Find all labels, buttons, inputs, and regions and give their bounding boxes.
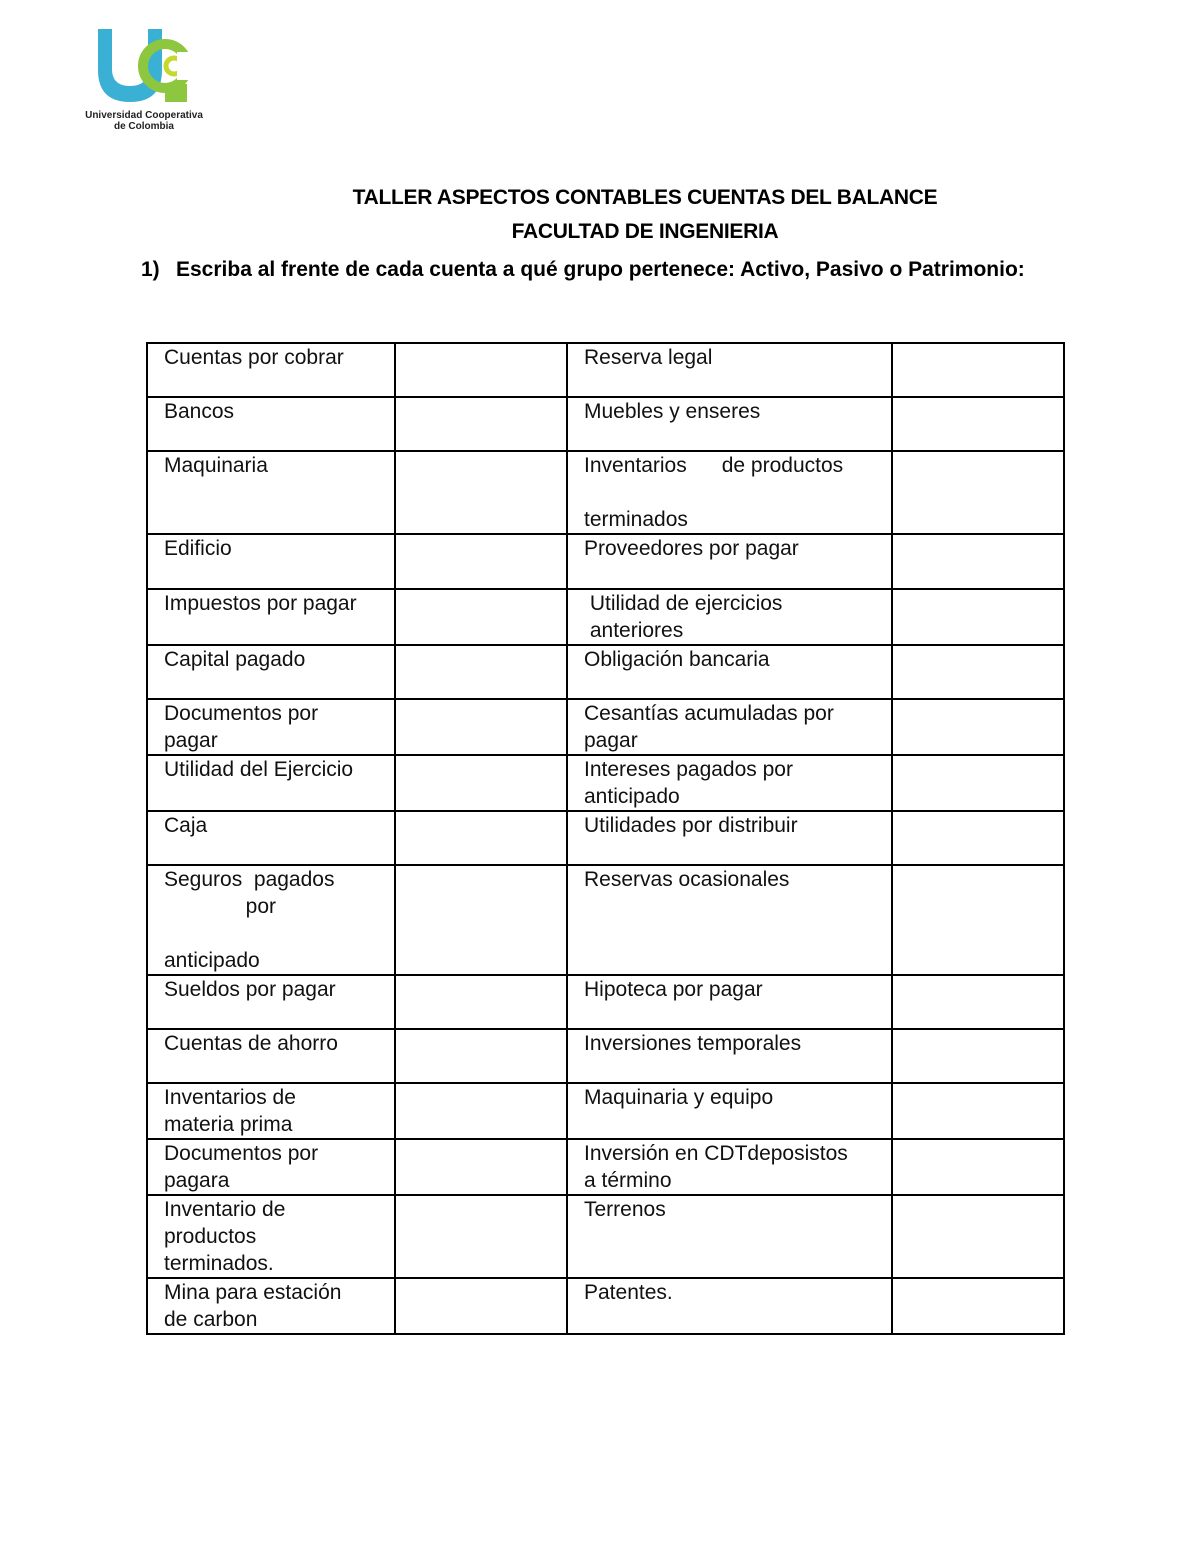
account-cell-left: [147, 755, 395, 811]
logo-text: [82, 110, 206, 132]
answer-cell-left[interactable]: [395, 1139, 567, 1195]
account-name-line: Capital pagado: [164, 648, 306, 671]
answer-cell-left[interactable]: [395, 343, 567, 397]
account-cell-left: [147, 699, 395, 755]
account-name-line: Documentos por: [164, 1142, 319, 1165]
account-cell-left: [147, 1139, 395, 1195]
answer-cell-right[interactable]: [892, 1029, 1064, 1083]
table-row: [147, 699, 1064, 755]
account-cell-right: [567, 811, 892, 865]
answer-cell-left[interactable]: [395, 534, 567, 589]
account-name-line: terminados.: [164, 1252, 274, 1275]
answer-cell-left[interactable]: [395, 811, 567, 865]
account-cell-left: [147, 811, 395, 865]
logo-u-letter: [98, 29, 162, 102]
answer-cell-left[interactable]: [395, 397, 567, 451]
account-name-line: Bancos: [164, 400, 235, 423]
account-name-line: Sueldos por pagar: [164, 978, 336, 1001]
answer-cell-left[interactable]: [395, 1083, 567, 1139]
account-cell-left: [147, 451, 395, 534]
account-cell-right: [567, 975, 892, 1029]
account-cell-left: [147, 1083, 395, 1139]
account-cell-right: [567, 645, 892, 699]
answer-cell-right[interactable]: [892, 343, 1064, 397]
answer-cell-right[interactable]: [892, 975, 1064, 1029]
account-cell-left: [147, 645, 395, 699]
account-cell-left: [147, 534, 395, 589]
account-cell-left: [147, 343, 395, 397]
account-name-line: anticipado: [164, 949, 260, 972]
table-row: [147, 1278, 1064, 1334]
answer-cell-left[interactable]: [395, 1278, 567, 1334]
account-name-line: Utilidad de ejercicios: [584, 592, 783, 615]
account-name-line: Inventarios de productos: [584, 454, 844, 477]
account-cell-left: [147, 1029, 395, 1083]
account-name-line: Proveedores por pagar: [584, 537, 799, 560]
answer-cell-right[interactable]: [892, 865, 1064, 975]
table-row: [147, 1139, 1064, 1195]
account-name-line: por: [164, 895, 277, 918]
account-cell-right: [567, 589, 892, 645]
account-cell-left: [147, 865, 395, 975]
account-name-line: Intereses pagados por: [584, 758, 793, 781]
account-name-line: Patentes.: [584, 1281, 673, 1304]
account-cell-right: [567, 1029, 892, 1083]
account-name-line: Cuentas de ahorro: [164, 1032, 338, 1055]
answer-cell-left[interactable]: [395, 975, 567, 1029]
account-name-line: Utilidad del Ejercicio: [164, 758, 354, 781]
answer-cell-left[interactable]: [395, 589, 567, 645]
account-name-line: Cesantías acumuladas por: [584, 702, 834, 725]
answer-cell-right[interactable]: [892, 1139, 1064, 1195]
account-name-line: Edificio: [164, 537, 232, 560]
logo-bar: [165, 84, 187, 102]
account-name-line: pagara: [164, 1169, 230, 1192]
account-cell-right: [567, 1083, 892, 1139]
account-cell-right: [567, 397, 892, 451]
account-cell-left: [147, 1195, 395, 1278]
account-cell-right: [567, 1278, 892, 1334]
account-cell-right: [567, 699, 892, 755]
account-name-line: productos: [164, 1225, 257, 1248]
account-cell-left: [147, 589, 395, 645]
account-name-line: Obligación bancaria: [584, 648, 770, 671]
account-cell-left: [147, 397, 395, 451]
account-name-line: Muebles y enseres: [584, 400, 761, 423]
answer-cell-left[interactable]: [395, 1029, 567, 1083]
account-name-line: Inversión en CDTdeposistos: [584, 1142, 848, 1165]
table-row: [147, 755, 1064, 811]
answer-cell-right[interactable]: [892, 589, 1064, 645]
account-name-line: Inversiones temporales: [584, 1032, 802, 1055]
answer-cell-right[interactable]: [892, 534, 1064, 589]
account-name-line: Reserva legal: [584, 346, 713, 369]
account-name-line: Hipoteca por pagar: [584, 978, 763, 1001]
answer-cell-left[interactable]: [395, 755, 567, 811]
account-name-line: Documentos por: [164, 702, 319, 725]
account-cell-right: [567, 451, 892, 534]
account-name-line: Utilidades por distribuir: [584, 814, 798, 837]
account-cell-right: [567, 755, 892, 811]
account-cell-right: [567, 343, 892, 397]
answer-cell-right[interactable]: [892, 699, 1064, 755]
table-row: [147, 975, 1064, 1029]
account-name-line: Maquinaria: [164, 454, 268, 477]
table-row: [147, 1029, 1064, 1083]
table-row: [147, 645, 1064, 699]
answer-cell-left[interactable]: [395, 699, 567, 755]
accounts-table: [146, 342, 1065, 1335]
answer-cell-right[interactable]: [892, 1278, 1064, 1334]
account-name-line: Inventarios de: [164, 1086, 296, 1109]
account-cell-left: [147, 975, 395, 1029]
answer-cell-right[interactable]: [892, 811, 1064, 865]
account-cell-left: [147, 1278, 395, 1334]
account-name-line: [584, 479, 891, 506]
account-cell-right: [567, 1139, 892, 1195]
answer-cell-left[interactable]: [395, 451, 567, 534]
account-name-line: anteriores: [584, 619, 684, 642]
answer-cell-right[interactable]: [892, 1083, 1064, 1139]
table-row: [147, 811, 1064, 865]
account-cell-right: [567, 1195, 892, 1278]
answer-cell-left[interactable]: [395, 1195, 567, 1278]
account-name-line: terminados: [584, 508, 688, 531]
logo-text-line2: de Colombia: [113, 121, 174, 132]
account-cell-right: [567, 865, 892, 975]
answer-cell-right[interactable]: [892, 755, 1064, 811]
account-name-line: pagar: [164, 729, 218, 752]
account-name-line: Cuentas por cobrar: [164, 346, 344, 369]
account-name-line: materia prima: [164, 1113, 293, 1136]
answer-cell-right[interactable]: [892, 1195, 1064, 1278]
account-name-line: Reservas ocasionales: [584, 868, 790, 891]
page-title: TALLER ASPECTOS CONTABLES CUENTAS DEL BALANCE: [352, 186, 938, 209]
table-row: [147, 1195, 1064, 1278]
account-name-line: Terrenos: [584, 1198, 666, 1221]
table-row: [147, 451, 1064, 534]
answer-cell-right[interactable]: [892, 397, 1064, 451]
table-row: [147, 1083, 1064, 1139]
account-name-line: Mina para estación: [164, 1281, 342, 1304]
account-name-line: Maquinaria y equipo: [584, 1086, 774, 1109]
table-row: [147, 865, 1064, 975]
answer-cell-right[interactable]: [892, 451, 1064, 534]
account-name-line: Impuestos por pagar: [164, 592, 357, 615]
account-name-line: a término: [584, 1169, 672, 1192]
account-name-line: Caja: [164, 814, 208, 837]
answer-cell-right[interactable]: [892, 645, 1064, 699]
table-row: [147, 589, 1064, 645]
account-name-line: [164, 920, 394, 947]
table-row: [147, 534, 1064, 589]
logo-text-line1: Universidad Cooperativa: [85, 110, 203, 121]
answer-cell-left[interactable]: [395, 645, 567, 699]
page-subtitle: FACULTAD DE INGENIERIA: [511, 220, 779, 243]
account-name-line: Seguros pagados: [164, 868, 335, 891]
account-name-line: pagar: [584, 729, 638, 752]
answer-cell-left[interactable]: [395, 865, 567, 975]
account-cell-right: [567, 534, 892, 589]
table-row: [147, 343, 1064, 397]
account-name-line: Inventario de: [164, 1198, 286, 1221]
table-row: [147, 397, 1064, 451]
account-name-line: anticipado: [584, 785, 680, 808]
account-name-line: de carbon: [164, 1308, 258, 1331]
question-1: [141, 258, 1025, 282]
question-text: Escriba al frente de cada cuenta a qué grupo pertenece: Activo, Pasivo o Patrimonio:: [176, 258, 1025, 281]
question-number: 1): [141, 258, 160, 281]
